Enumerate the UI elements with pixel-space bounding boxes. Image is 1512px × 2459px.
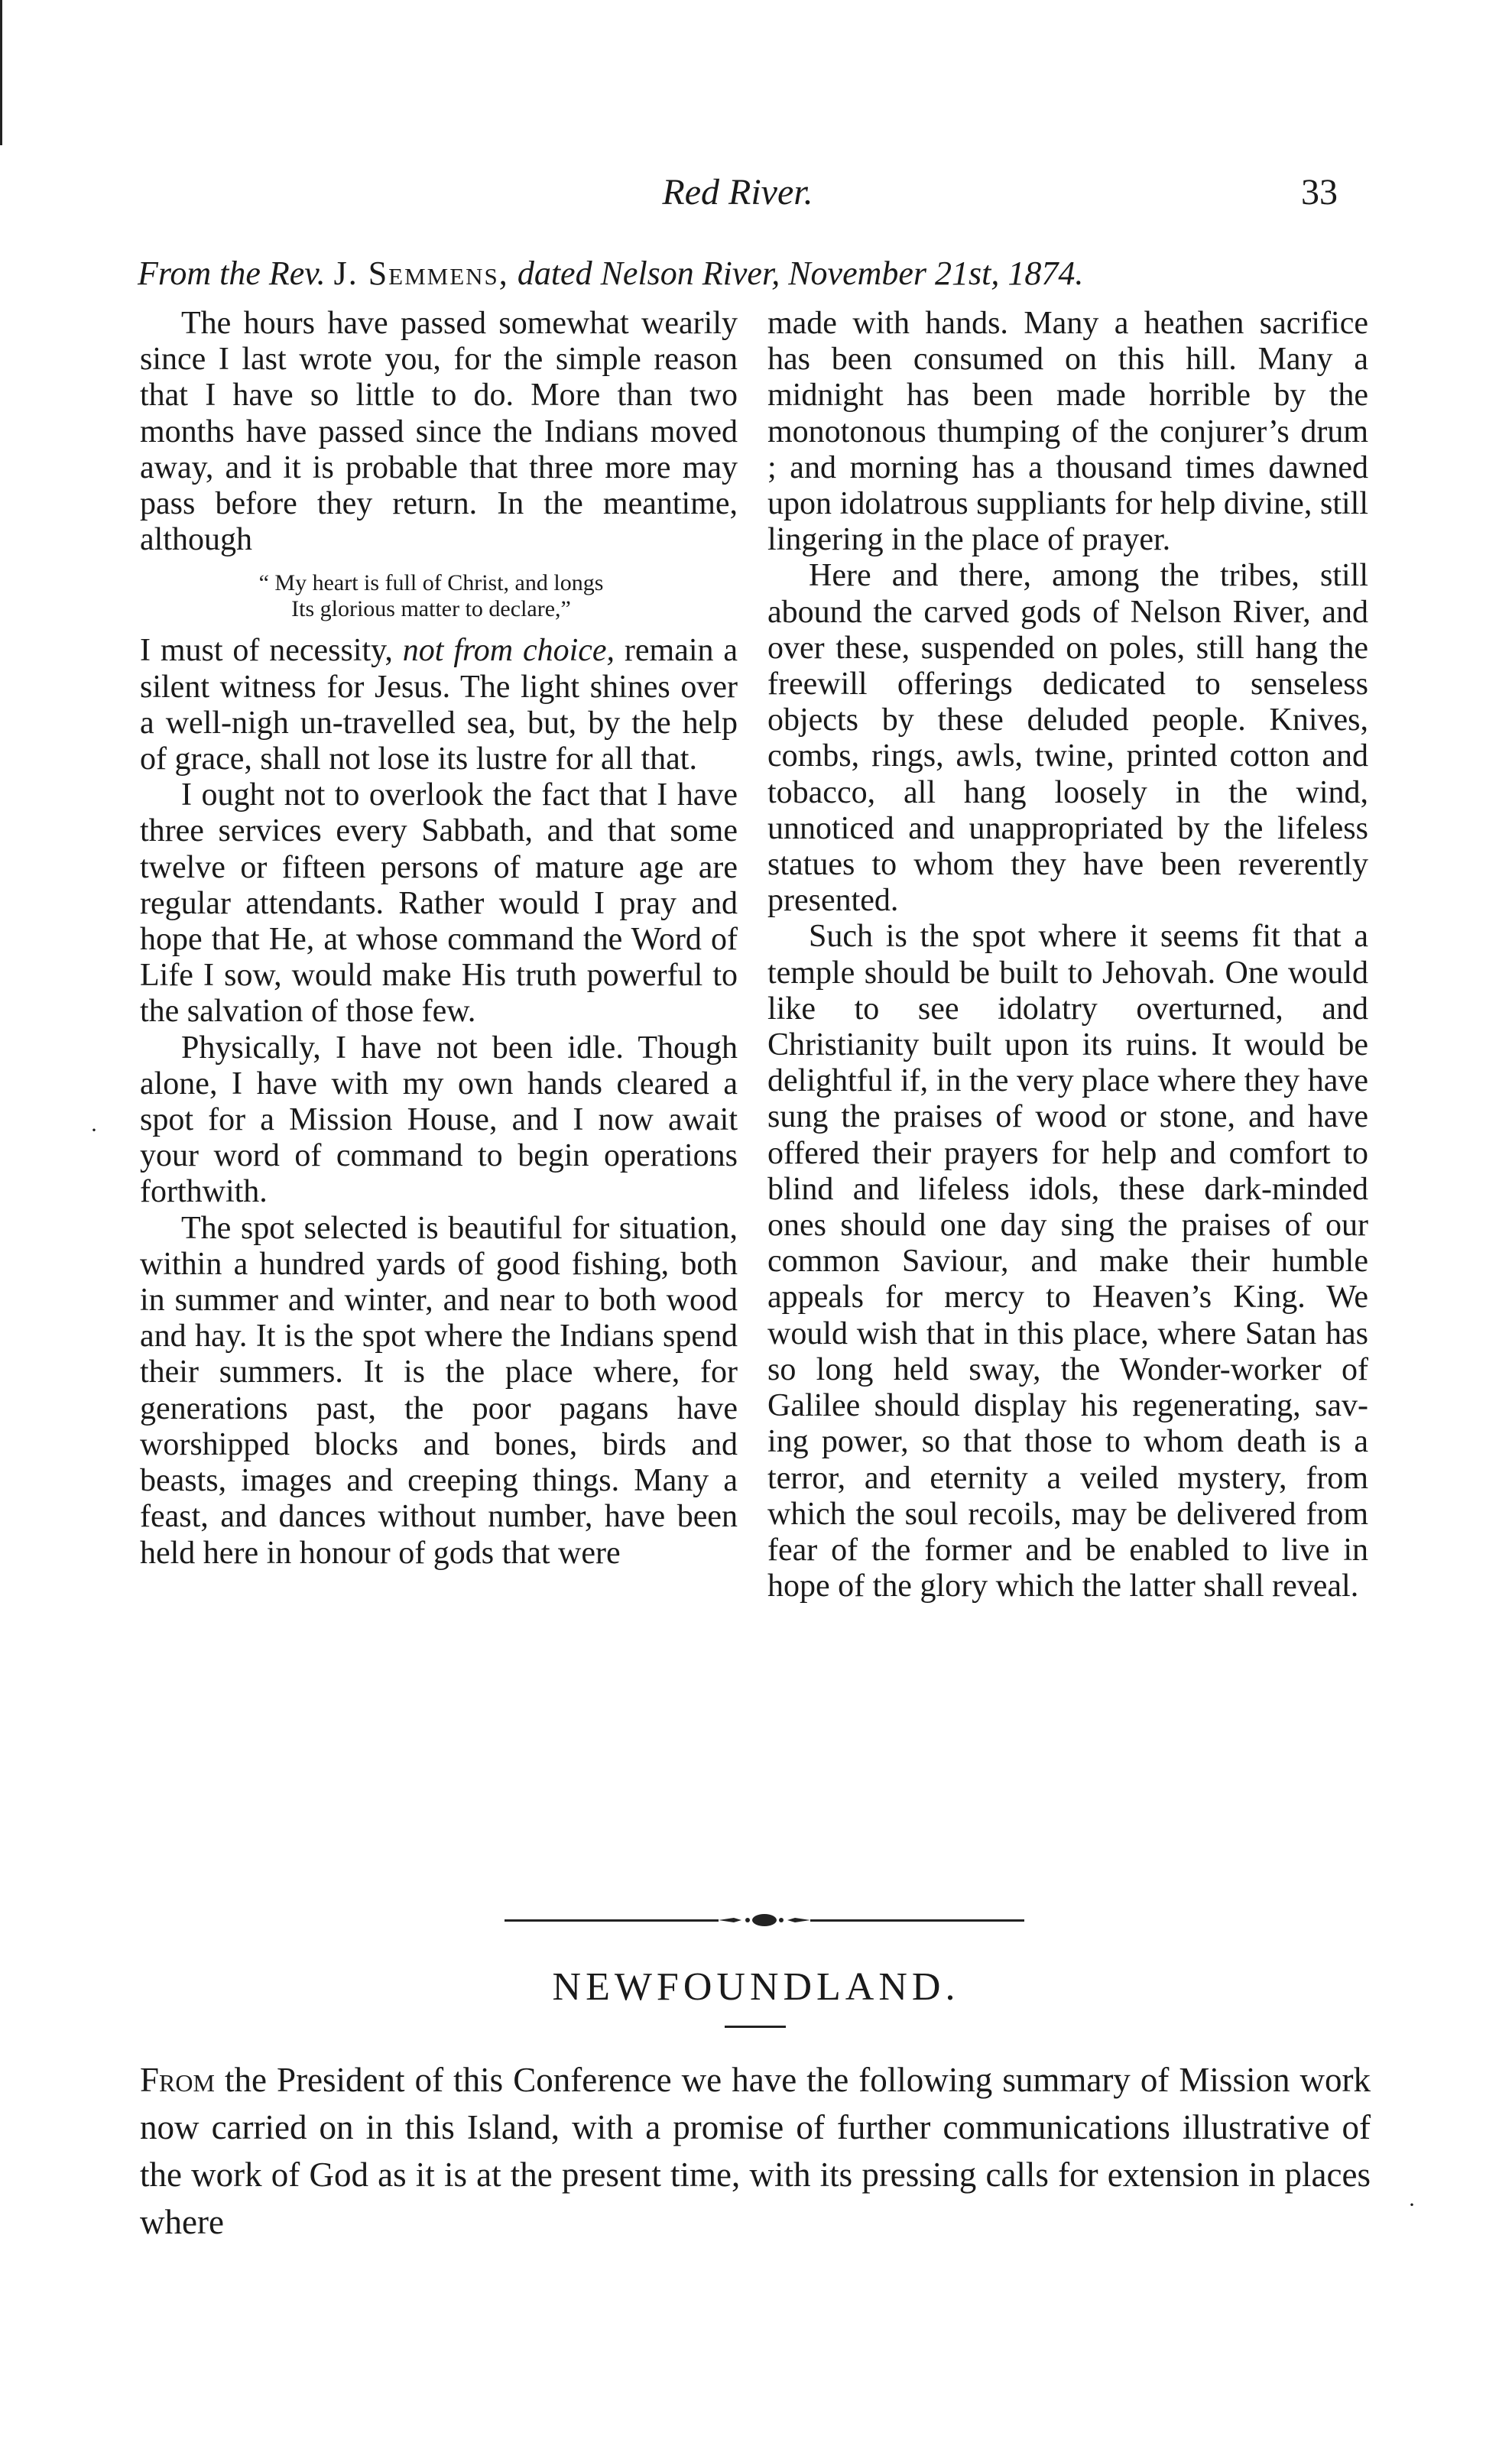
margin-dot: · <box>90 1118 98 1143</box>
title-rule <box>725 2026 786 2028</box>
dateline-from: From the Rev. <box>138 255 326 292</box>
section-paragraph <box>140 2056 1371 2246</box>
dateline-author: J. Semmens, <box>333 255 509 292</box>
paragraph: Such is the spot where it seems fit that a temple should be built to Jehovah. One would like to see idolatry overturned, and Christianity built upon its ruins. It would be delightful if, in the very place where they have sung the praises of wood or stone, and have offered their prayers for help and comfort to blind and lifeless idols, these dark-minded ones should one day sing the praises of our common Saviour, and make their humble appeals for mercy to Heaven’s King. We would wish that in this place, where Satan has so long held sway, the Wonder-worker of Galilee should display his regenerating, saving power, so that those to whom death is a terror, and eternity a veiled mystery, from which the soul recoils, may be delivered from fear of the former and be enabled to live in hope of the glory which the latter shall reveal. <box>767 919 1368 1604</box>
page-number: 33 <box>1301 172 1338 212</box>
paragraph: Here and there, among the tribes, still abound the carved gods of Nelson River, and over these, suspended on poles, still hang the freewill offerings dedicated to senseless objects by these deluded people. Knives, combs, rings, awls, twine, printed cotton and tobacco, all hang loosely in the wind, unnoticed and unappropriated by the lifeless statues to whom they have been reverently presented. <box>767 558 1368 919</box>
dateline-place-date: dated Nelson River, November 21st, 1874. <box>517 255 1084 292</box>
quote-line: Its glorious matter to declare,” <box>291 596 571 622</box>
paragraph-text: I must of necessity, <box>140 633 393 669</box>
paragraph: Physically, I have not been idle. Though alone, I have with my own hands cleared a spot for a Mission House, and I now await your word of command to begin operations forthwith. <box>140 1030 738 1210</box>
margin-dot: · <box>1408 2192 1416 2217</box>
paragraph <box>140 633 738 777</box>
left-column <box>140 306 738 1572</box>
paragraph-text: the President of this Conference we have the following summary of Mission work now carried on in this Island, with a promise of further communications illustrative of the work of God as it is at the present time, with its pressing calls for extension in places where <box>140 2061 1371 2241</box>
verse-quote <box>140 570 738 622</box>
paragraph: The hours have passed somewhat wearily since I last wrote you, for the simple reason that I have so little to do. More than two months have passed since the Indians moved away, and it is probable that three more may pass before they return. In the meantime, although <box>140 306 738 558</box>
scan-edge-rule <box>0 0 2 145</box>
running-header <box>138 170 1338 216</box>
running-title: Red River. <box>662 172 813 212</box>
emphasis-text: not from choice, <box>402 633 615 669</box>
paragraph: The spot selected is beautiful for situation, within a hundred yards of good fishing, both in summer and winter, and near to both wood and hay. It is the spot where the Indians spend their summers. It is the place where, for generations past, the poor pagans have worshipped blocks and bones, birds and beasts, images and creeping things. Many a feast, and dances without number, have been held here in honour of gods that were <box>140 1210 738 1571</box>
letter-dateline <box>138 252 1376 295</box>
paragraph: made with hands. Many a heathen sacrifice has been consumed on this hill. Many a midnight has been made horrible by the monotonous thumping of the conjurer’s drum ; and morning has a thousand times dawned upon idolatrous suppliants for help divine, still lingering in the place of prayer. <box>767 306 1368 558</box>
ornamental-divider <box>505 1912 1024 1928</box>
lead-word: From <box>140 2061 215 2099</box>
right-column <box>767 306 1368 1604</box>
paragraph-text: remain a silent witness for Jesus. The light shines over a well-nigh un-travelled sea, but, by the help of grace, shall not lose its lustre for all that. <box>140 633 738 777</box>
section-title: NEWFOUNDLAND. <box>552 1965 960 2009</box>
quote-line: “ My heart is full of Christ, and longs <box>258 570 604 596</box>
paragraph: I ought not to overlook the fact that I have three services every Sabbath, and that some twelve or fifteen persons of mature age are regular attendants. Rather would I pray and hope that He, at whose command the Word of Life I sow, would make His truth powerful to the salvation of those few. <box>140 777 738 1030</box>
